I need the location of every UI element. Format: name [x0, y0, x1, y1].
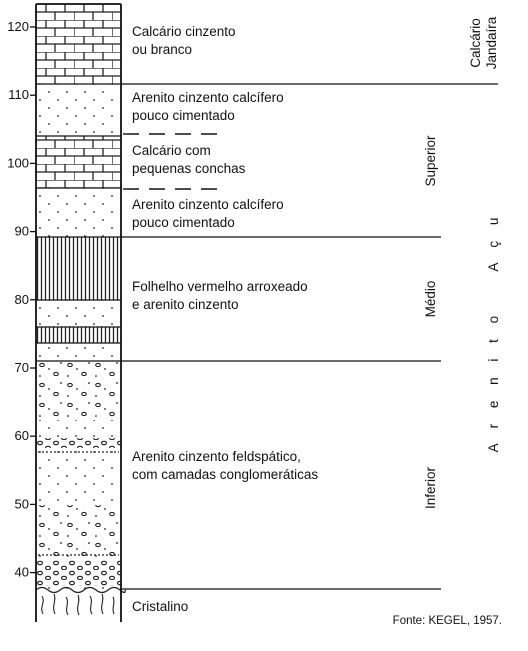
- layer-fill-sandstone-4: [36, 343, 121, 361]
- depth-tick-label: 50: [14, 496, 29, 512]
- layer-fill-conglomerate-2: [36, 438, 121, 448]
- depth-tick-label: 40: [14, 564, 29, 580]
- layer-label-feldspathic-1: Arenito cinzento feldspático,: [132, 449, 301, 464]
- depth-tick-label: 80: [14, 291, 29, 307]
- unit-label-jandaira-1: Calcário: [468, 18, 483, 68]
- layer-fill-conglomerate-3: [36, 505, 121, 557]
- unit-label-inferior: Inferior: [423, 466, 438, 510]
- layer-fill-sandstone-1: [36, 84, 121, 136]
- unit-label-medio: Médio: [423, 280, 438, 318]
- layer-label-sandstone1-1: Arenito cinzento calcífero: [132, 90, 284, 105]
- depth-tick-label: 100: [7, 155, 29, 171]
- layer-label-crystalline: Cristalino: [132, 599, 189, 614]
- layer-fill-limestone-shells: [36, 136, 121, 188]
- depth-tick-label: 90: [14, 223, 29, 239]
- depth-tick-label: 110: [8, 87, 29, 103]
- depth-tick-label: 120: [7, 19, 29, 34]
- layer-fill-conglomerate-4: [36, 560, 121, 586]
- depth-tick-label: 60: [14, 428, 29, 444]
- layer-label-sandstone1-2: pouco cimentado: [132, 108, 235, 123]
- column-fills: [36, 4, 125, 622]
- layer-label-shale-2: e arenito cinzento: [132, 297, 239, 312]
- layer-fill-sandstone-2: [36, 188, 121, 237]
- layer-fill-shale-2: [36, 327, 121, 343]
- layer-fill-conglomerate-1: [36, 362, 121, 420]
- layer-label-shale-1: Folhelho vermelho arroxeado: [132, 279, 308, 294]
- layer-label-shells-1: Calcário com: [132, 143, 211, 158]
- layer-label-limestone-2: ou branco: [132, 42, 193, 57]
- depth-axis: [7, 19, 36, 580]
- layer-label-sandstone2-2: pouco cimentado: [132, 215, 235, 230]
- layer-fill-sandstone-3: [36, 300, 121, 327]
- layer-label-feldspathic-2: com camadas conglomeráticas: [132, 467, 319, 482]
- depth-tick-label: 70: [14, 360, 29, 375]
- layer-labels: [132, 24, 318, 614]
- unit-labels: [423, 16, 501, 509]
- unit-label-superior: Superior: [423, 135, 438, 187]
- layer-label-shells-2: pequenas conchas: [132, 161, 246, 176]
- unit-label-arenito-acu: A r e n i t o A ç u: [486, 211, 501, 453]
- layer-fill-limestone-top: [36, 4, 121, 84]
- unit-label-jandaira-2: Jandaíra: [484, 16, 499, 70]
- layer-label-limestone-1: Calcário cinzento: [132, 24, 236, 39]
- layer-label-sandstone2-1: Arenito cinzento calcífero: [132, 197, 284, 212]
- layer-fill-shale-1: [36, 237, 121, 300]
- source-credit: Fonte: KEGEL, 1957.: [392, 615, 502, 627]
